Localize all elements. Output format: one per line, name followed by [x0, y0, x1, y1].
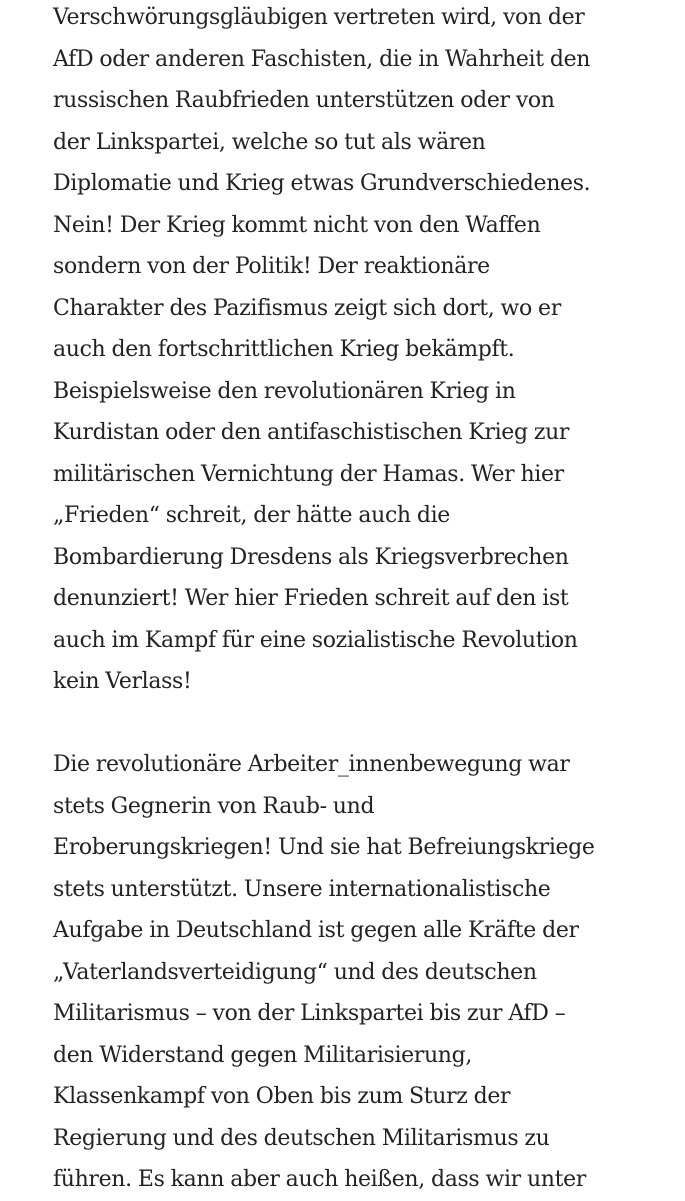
text-line: Militarismus – von der Linkspartei bis zur AfD – [53, 1001, 566, 1026]
text-line: Verschwörungsgläubigen vertreten wird, von der [53, 5, 585, 30]
text-line: „Vaterlandsverteidigung“ und des deutschen [53, 959, 537, 985]
text-line: auch im Kampf für eine sozialistische Revolution [53, 627, 578, 653]
text-line: sondern von der Politik! Der reaktionäre [53, 254, 490, 279]
text-line: Beispielsweise den revolutionären Krieg in [53, 378, 516, 404]
text-line: der Linkspartei, welche so tut als wären [53, 129, 486, 155]
text-line: führen. Es kann aber auch heißen, dass wir unter [53, 1167, 586, 1192]
text-line: Kurdistan oder den antifaschistischen Krieg zur [53, 420, 570, 445]
text-line: Eroberungskriegen! Und sie hat Befreiungskriege [53, 835, 595, 860]
text-line: AfD oder anderen Faschisten, die in Wahrheit den [53, 46, 591, 72]
text-line: militärischen Vernichtung der Hamas. Wer hier [53, 461, 564, 487]
paragraph [53, 744, 653, 1201]
text-line: den Widerstand gegen Militarisierung, [53, 1042, 472, 1068]
text-line: auch den fortschrittlichen Krieg bekämpft. [53, 337, 515, 362]
text-line: kein Verlass! [53, 669, 192, 694]
text-line: Aufgabe in Deutschland ist gegen alle Kräfte der [53, 918, 579, 943]
text-line: Diplomatie und Krieg etwas Grundverschiedenes. [53, 171, 591, 196]
text-line: „Frieden“ schreit, der hätte auch die [53, 503, 450, 528]
text-line: Die revolutionäre Arbeiter_innenbewegung war [53, 752, 570, 777]
text-line: Regierung und des deutschen Militarismus zu [53, 1125, 550, 1151]
text-line: stets Gegnerin von Raub- und [53, 793, 375, 819]
text-line: russischen Raubfrieden unterstützen oder von [53, 88, 555, 113]
text-line: Charakter des Pazifismus zeigt sich dort, wo er [53, 295, 561, 321]
text-line: Klassenkampf von Oben bis zum Sturz der [53, 1084, 511, 1109]
text-line: Nein! Der Krieg kommt nicht von den Waffen [53, 212, 541, 238]
paragraph [53, 0, 653, 703]
article-body [53, 0, 653, 1201]
text-line: stets unterstützt. Unsere internationalistische [53, 876, 551, 902]
text-line: denunziert! Wer hier Frieden schreit auf den ist [53, 586, 569, 611]
paragraph-spacer [53, 703, 653, 745]
text-line: Bombardierung Dresdens als Kriegsverbrechen [53, 544, 569, 570]
